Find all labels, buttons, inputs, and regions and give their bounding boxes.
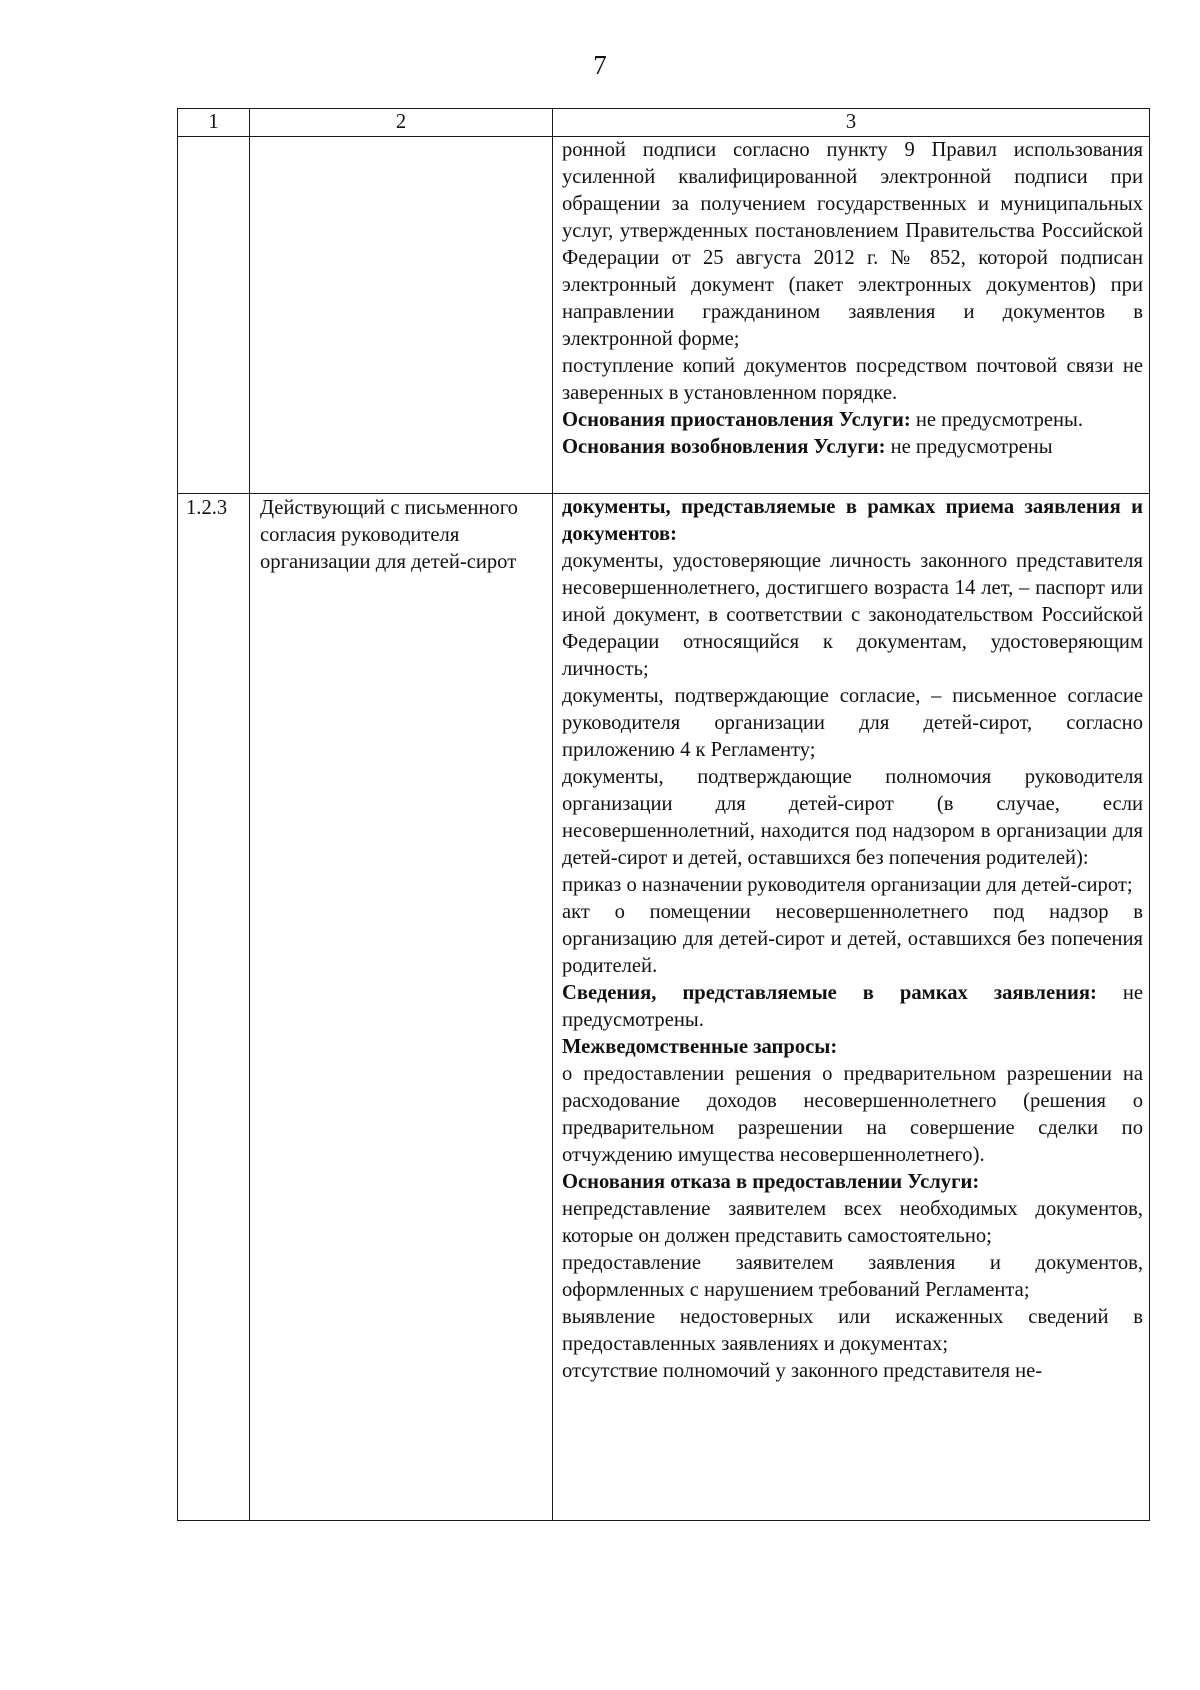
placement-act-text: акт о помещении несовершеннолетнего под надзор в организацию для детей-сирот и детей, оставшихся без попечения родителей. xyxy=(562,901,1143,977)
appointment-order-text: приказ о назначении руководителя организации для детей-сирот; xyxy=(562,874,1133,896)
mail-copies-text: поступление копий документов посредством почтовой связи не заверенных в установленном порядке. xyxy=(562,355,1143,404)
application-info-value: не предусмотрены. xyxy=(562,982,1143,1031)
consent-documents-text: документы, подтверждающие согласие, – письменное согласие руководителя организации для детей-сирот, согласно приложению 4 к Регламенту; xyxy=(562,685,1143,761)
row2-name-cell: Действующий с письменного согласия руководителя организации для детей-сирот xyxy=(250,494,553,1521)
refusal-ground-2: предоставление заявителем заявления и документов, оформленных с нарушением требований Регламента; xyxy=(562,1252,1143,1301)
identity-documents-text: документы, удостоверяющие личность законного представителя несовершеннолетнего, достигшего возраста 14 лет, – паспорт или иной документ, в соответствии с законодательством Российской Федерации относящийся к документам, удостоверяющим личность; xyxy=(562,550,1143,680)
authority-documents-text: документы, подтверждающие полномочия руководителя организации для детей-сирот (в случае, если несовершеннолетний, находится под надзором в организации для детей-сирот и детей, оставшихся без попечения родителей): xyxy=(562,766,1143,869)
table-header-row xyxy=(178,109,1150,137)
resumption-grounds xyxy=(562,434,1143,461)
suspension-grounds-label: Основания приостановления Услуги: xyxy=(562,409,911,431)
header-col-3: 3 xyxy=(553,109,1150,137)
table-row xyxy=(178,494,1150,1521)
application-info xyxy=(562,980,1143,1034)
refusal-grounds-heading: Основания отказа в предоставлении Услуги: xyxy=(562,1171,980,1193)
header-col-2: 2 xyxy=(250,109,553,137)
application-info-label: Сведения, представляемые в рамках заявления: xyxy=(562,982,1097,1004)
signature-rule-text: ронной подписи согласно пункту 9 Правил использования усиленной квалифицированной электронной подписи при обращении за получением государственных и муниципальных услуг, утвержденных постановлением Правительства Российской Федерации от 25 августа 2012 г. № 852, которой подписан электронный документ (пакет электронных документов) при направлении гражданином заявления и документов в электронной форме; xyxy=(562,139,1143,350)
resumption-grounds-value: не предусмотрены xyxy=(885,436,1053,458)
documents-heading: документы, представляемые в рамках приема заявления и документов: xyxy=(562,496,1143,545)
row1-name-cell xyxy=(250,137,553,494)
row2-details-cell xyxy=(553,494,1150,1521)
refusal-ground-3: выявление недостоверных или искаженных сведений в предоставленных заявлениях и документах; xyxy=(562,1306,1143,1355)
refusal-ground-1: непредставление заявителем всех необходимых документов, которые он должен представить самостоятельно; xyxy=(562,1198,1143,1247)
header-col-1: 1 xyxy=(178,109,250,137)
page-number: 7 xyxy=(593,50,607,80)
row1-number-cell xyxy=(178,137,250,494)
suspension-grounds-value: не предусмотрены. xyxy=(910,409,1084,431)
resumption-grounds-label: Основания возобновления Услуги: xyxy=(562,436,886,458)
suspension-grounds xyxy=(562,407,1143,434)
table-row xyxy=(178,137,1150,494)
row2-number-cell: 1.2.3 xyxy=(178,494,250,1521)
refusal-ground-4: отсутствие полномочий у законного представителя не- xyxy=(562,1360,1043,1382)
interagency-request-text: о предоставлении решения о предварительном разрешении на расходование доходов несовершеннолетнего (решения о предварительном разрешении на совершение сделки по отчуждению имущества несовершеннолетнего). xyxy=(562,1063,1143,1166)
interagency-requests-heading: Межведомственные запросы: xyxy=(562,1036,838,1058)
services-table xyxy=(177,108,1150,1521)
row1-details-cell xyxy=(553,137,1150,494)
